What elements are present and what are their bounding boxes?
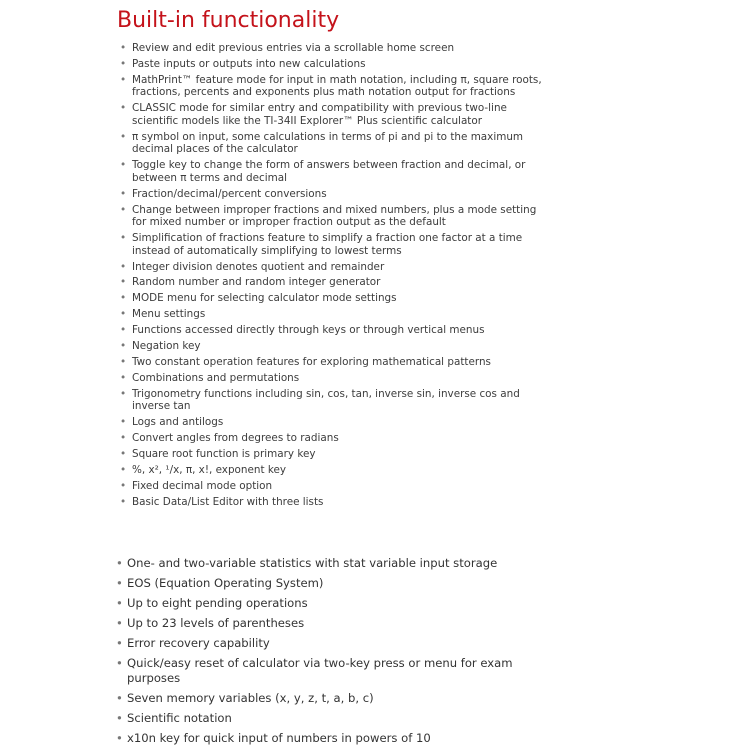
list-item: • One- and two-variable statistics with stat variable input storage [115, 556, 545, 571]
feature-list-primary [119, 42, 549, 512]
list-item: • Change between improper fractions and mixed numbers, plus a mode setting for mixed number or improper fraction output as the default [119, 204, 549, 229]
list-item: • Quick/easy reset of calculator via two-key press or menu for exam purposes [115, 656, 545, 686]
list-item: • Combinations and permutations [119, 372, 549, 385]
list-item: • Error recovery capability [115, 636, 545, 651]
list-item: • Basic Data/List Editor with three lists [119, 496, 549, 509]
list-item: • Fraction/decimal/percent conversions [119, 188, 549, 201]
list-item: • %, x², ¹/x, π, x!, exponent key [119, 464, 549, 477]
feature-list-secondary [115, 556, 545, 751]
list-item: • Seven memory variables (x, y, z, t, a, b, c) [115, 691, 545, 706]
list-item: • Review and edit previous entries via a scrollable home screen [119, 42, 549, 55]
list-item: • Trigonometry functions including sin, cos, tan, inverse sin, inverse cos and inverse tan [119, 388, 549, 413]
list-item: • Menu settings [119, 308, 549, 321]
list-item: • Square root function is primary key [119, 448, 549, 461]
list-item: • Logs and antilogs [119, 416, 549, 429]
list-item: • Toggle key to change the form of answers between fraction and decimal, or between π terms and decimal [119, 159, 549, 184]
list-item: • Functions accessed directly through keys or through vertical menus [119, 324, 549, 337]
section-heading: Built-in functionality [117, 8, 340, 33]
list-item: • Integer division denotes quotient and remainder [119, 261, 549, 274]
list-item: • Paste inputs or outputs into new calculations [119, 58, 549, 71]
list-item: • Negation key [119, 340, 549, 353]
list-item: • EOS (Equation Operating System) [115, 576, 545, 591]
list-item: • Up to 23 levels of parentheses [115, 616, 545, 631]
list-item: • CLASSIC mode for similar entry and compatibility with previous two-line scientific models like the TI-34II Explorer™ Plus scientific calculator [119, 102, 549, 127]
list-item: • π symbol on input, some calculations in terms of pi and pi to the maximum decimal places of the calculator [119, 131, 549, 156]
list-item: • Convert angles from degrees to radians [119, 432, 549, 445]
list-item: • x10n key for quick input of numbers in powers of 10 [115, 731, 545, 746]
list-item: • Two constant operation features for exploring mathematical patterns [119, 356, 549, 369]
list-item: • Fixed decimal mode option [119, 480, 549, 493]
list-item: • Random number and random integer generator [119, 276, 549, 289]
list-item: • Scientific notation [115, 711, 545, 726]
list-item: • MathPrint™ feature mode for input in math notation, including π, square roots, fractions, percents and exponents plus math notation output for fractions [119, 74, 549, 99]
list-item: • MODE menu for selecting calculator mode settings [119, 292, 549, 305]
list-item: • Up to eight pending operations [115, 596, 545, 611]
list-item: • Simplification of fractions feature to simplify a fraction one factor at a time instead of automatically simplifying to lowest terms [119, 232, 549, 257]
